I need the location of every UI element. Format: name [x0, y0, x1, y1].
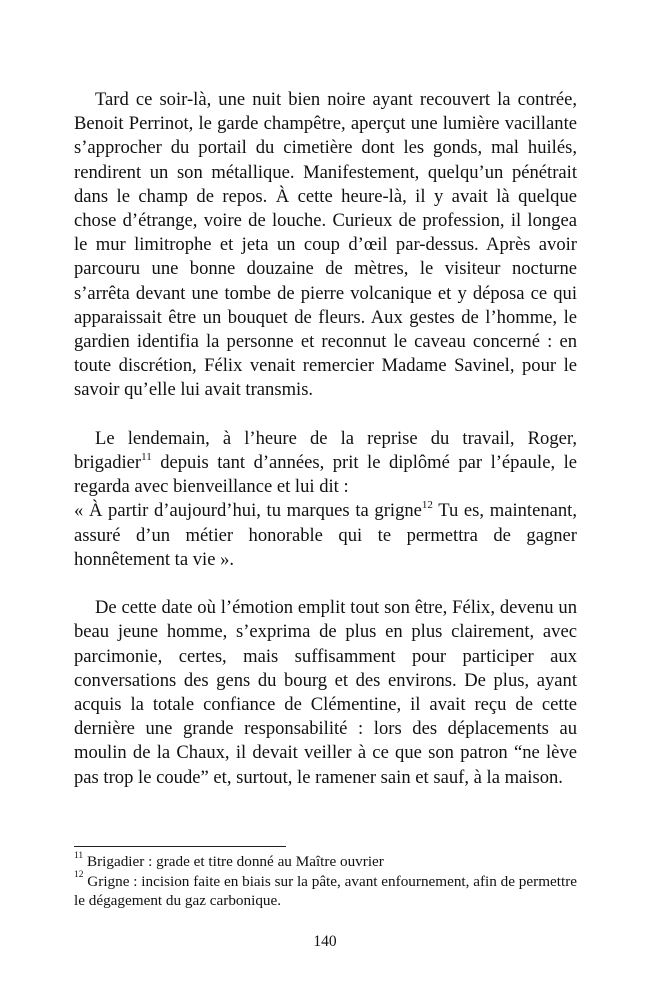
paragraph-2: [74, 427, 577, 572]
paragraph-2-text-b: depuis tant d’années, prit le diplômé par l’épaule, le regarda avec bienveillance et lui dit :: [74, 452, 577, 498]
quote-line: [74, 499, 577, 572]
page-number: 140: [313, 933, 337, 950]
footnote-ref-11[interactable]: 11: [141, 450, 152, 463]
paragraph-2-text-c: « À partir d’aujourd’hui, tu marques ta grigne: [74, 500, 422, 522]
footnote-ref-12[interactable]: 12: [421, 499, 433, 512]
paragraph-3: De cette date où l’émotion emplit tout son être, Félix, devenu un beau jeune homme, s’exprima de plus en plus clairement, avec parcimonie, certes, mais suffisamment pour participer aux conversations des gens du bourg et des environs. De plus, ayant acquis la totale confiance de Clémentine, il avait reçu de cette dernière une grande responsabilité : lors des déplacements au moulin de la Chaux, il devait veiller à ce que son patron “ne lève pas trop le coude” et, surtout, le ramener sain et sauf, à la maison.: [74, 597, 577, 788]
page-body: [74, 88, 577, 790]
paragraph-2-text-d: Tu es, maintenant, assuré d’un métier honorable qui te permettra de gagner honnêtement ta vie ».: [74, 500, 577, 570]
footnote-number: 11: [74, 850, 84, 861]
footnote-text: Grigne : incision faite en biais sur la pâte, avant enfournement, afin de permettre le dégagement du gaz carbonique.: [74, 872, 577, 909]
paragraph-2-text-a: Le lendemain, à l’heure de la reprise du travail, Roger, brigadier: [74, 427, 577, 474]
footnote-11: [74, 852, 577, 872]
footnote-text: Brigadier : grade et titre donné au Maître ouvrier: [83, 853, 384, 870]
paragraph-1: Tard ce soir-là, une nuit bien noire ayant recouvert la contrée, Benoit Perrinot, le garde champêtre, aperçut une lumière vacillante s’approcher du portail du cimetière dont les gonds, mal huilés, rendirent un son métallique. Manifestement, quelqu’un pénétrait dans le champ de repos. À cette heure-là, il y avait là quelque chose d’étrange, voire de louche. Curieux de profession, il longea le mur limitrophe et jeta un coup d’œil par-dessus. Après avoir parcouru une bonne douzaine de mètres, le visiteur nocturne s’arrêta devant une tombe de pierre volcanique et y déposa ce qui apparaissait être un bouquet de fleurs. Aux gestes de l’homme, le gardien identifia la personne et reconnut le caveau concerné : en toute discrétion, Félix venait remercier Madame Savinel, pour le savoir qu’elle lui avait transmis.: [74, 89, 577, 401]
footnote-divider: [74, 846, 286, 847]
footnotes: [74, 852, 577, 911]
footnote-12: [74, 872, 577, 911]
footnote-number: 12: [74, 870, 84, 881]
